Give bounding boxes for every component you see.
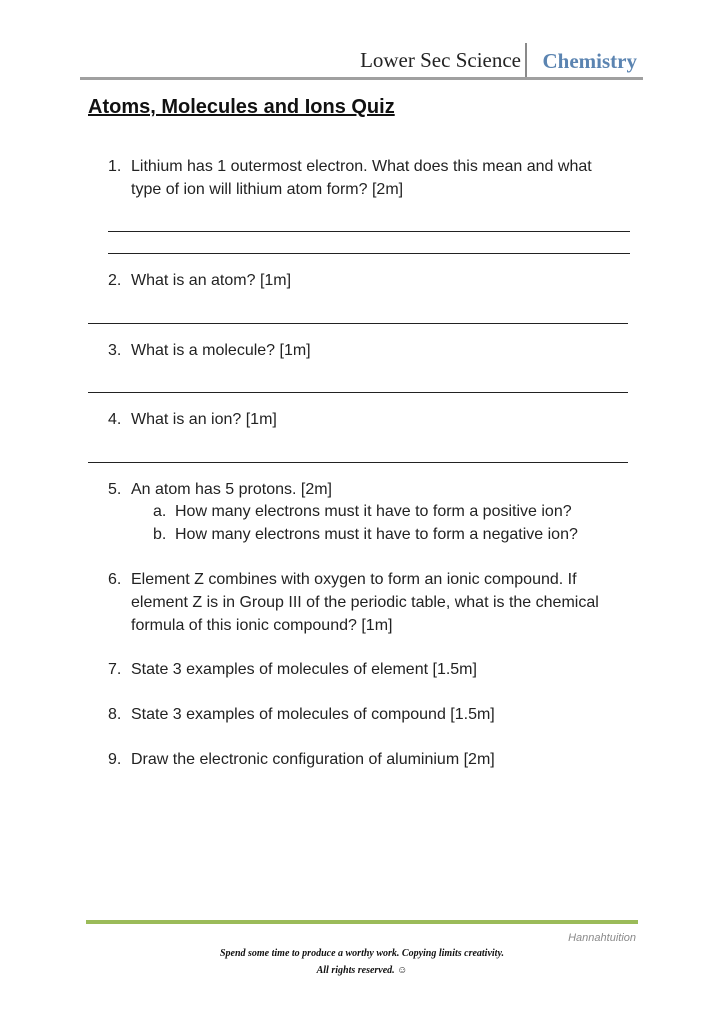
question-text: State 3 examples of molecules of compound [1.5m] — [131, 706, 495, 723]
header-subject: Chemistry — [542, 49, 637, 73]
question-text: type of ion will lithium atom form? [2m] — [131, 181, 404, 198]
answer-line[interactable] — [88, 462, 628, 463]
question-text: Draw the electronic configuration of aluminium [2m] — [131, 751, 495, 768]
question-number: 6. — [108, 571, 122, 588]
question-text: Lithium has 1 outermost electron. What does this mean and what — [131, 158, 592, 175]
question-text: An atom has 5 protons. [2m] — [131, 481, 332, 498]
question-text: What is an atom? [1m] — [131, 272, 292, 289]
answer-line[interactable] — [88, 392, 628, 393]
header-subtitle: Lower Sec Science — [360, 48, 521, 72]
question-text: element Z is in Group III of the periodic table, what is the chemical — [131, 594, 599, 611]
question-number: 1. — [108, 158, 122, 175]
footer-brand: Hannahtuition — [568, 932, 636, 944]
sub-question-letter: b. — [153, 526, 167, 543]
question-text: State 3 examples of molecules of element [1.5m] — [131, 661, 477, 678]
sub-question-text: How many electrons must it have to form a negative ion? — [175, 526, 578, 543]
question-number: 4. — [108, 411, 122, 428]
question-text: Element Z combines with oxygen to form an ionic compound. If — [131, 571, 577, 588]
answer-line[interactable] — [108, 231, 630, 232]
question-text: formula of this ionic compound? [1m] — [131, 617, 393, 634]
header-divider — [80, 77, 643, 80]
question-number: 2. — [108, 272, 122, 289]
question-number: 8. — [108, 706, 122, 723]
question-text: What is an ion? [1m] — [131, 411, 277, 428]
question-number: 9. — [108, 751, 122, 768]
answer-line[interactable] — [88, 323, 628, 324]
question-number: 5. — [108, 481, 122, 498]
question-number: 3. — [108, 342, 122, 359]
footer-divider — [86, 920, 638, 924]
footer-rights: All rights reserved. ☺ — [316, 965, 408, 976]
sub-question-text: How many electrons must it have to form a positive ion? — [175, 503, 572, 520]
answer-line[interactable] — [108, 253, 630, 254]
sub-question-letter: a. — [153, 503, 167, 520]
footer-note: Spend some time to produce a worthy work. Copying limits creativity. — [219, 948, 505, 959]
page-title: Atoms, Molecules and Ions Quiz — [88, 96, 395, 118]
header-separator — [525, 43, 527, 77]
page-header — [80, 40, 643, 78]
question-number: 7. — [108, 661, 122, 678]
question-text: What is a molecule? [1m] — [131, 342, 311, 359]
